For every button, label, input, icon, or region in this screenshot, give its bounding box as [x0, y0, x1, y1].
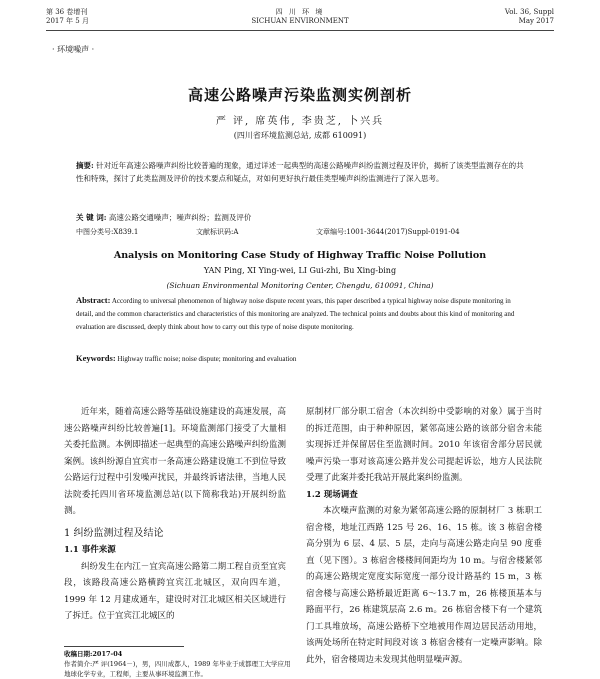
article-number: 文章编号:1001-3644(2017)Suppl-0191-04 [316, 228, 460, 236]
doc-code: 文献标识码:A [196, 228, 239, 236]
header-center [200, 8, 400, 26]
footnote-rule [64, 646, 184, 647]
footnote [64, 649, 296, 679]
authors-cn: 严 评, 席英伟, 李贵芝, 卜兴兵 [215, 116, 385, 127]
section-heading-1-2: 1.2 现场调查 [306, 489, 358, 500]
abstract-cn [76, 159, 524, 185]
header-volume: 第 36 卷增刊 [46, 8, 88, 16]
keywords-en-text: Highway traffic noise; noise dispute; monitoring and evaluation [117, 355, 297, 363]
paragraph-1-2: 本次噪声监测的对象为紧邻高速公路的原制材厂 3 栋职工宿舍楼，地址江西路 125 号 26、16、15 栋。该 3 栋宿舍楼高分别为 6 层、4 层、5 层，走向与高速公路走向呈 90 度垂直（见下图）。3 栋宿舍楼楼间间距均为 10 m。与宿舍楼紧邻的高速公路规定宽度实际宽度一部分设计路基约 15 m，3 栋宿舍楼与高速公路桥最近距离 6～13.7 m，26 栋楼顶基本与路面平行，26 栋建筑层高 2.6 m。26 栋宿舍楼下有一个建筑门工具堆放场，高速公路桥下空地被用作周边居民活动用地，该两处场所在特定时间段对该 3 栋宿舍楼有一定噪声影响。除此外，宿舍楼周边未发现其他明显噪声源。 [306, 506, 542, 665]
affiliation-en: (Sichuan Environmental Monitoring Center, Chengdu, 610091, China) [166, 281, 434, 290]
section-tag: · 环境噪声 · [52, 45, 95, 54]
clc-code: 中图分类号:X839.1 [76, 228, 139, 236]
paragraph-continued: 原制材厂部分职工宿舍（本次纠纷中受影响的对象）属于当时的拆迁范围，由于种种原因，紧邻高速公路的该部分宿舍未能实现拆迁并保留居住至监测时间。2010 年该宿舍部分居民就噪声污染一事对该高速公路并发公司提起诉讼，地方人民法院受理了此案并委托我站开展此案纠纷监测。 [306, 407, 542, 483]
header-rule [46, 30, 554, 31]
footnote-author: 作者简介:严 评(1964－)，男，四川成都人，1989 年毕业于成都理工大学应用地球化学专业，工程师，主要从事环境监测工作。 [64, 660, 291, 678]
authors-en: YAN Ping, XI Ying-wei, LI Gui-zhi, Bu Xing-bing [203, 266, 397, 275]
header-right [505, 8, 554, 26]
abstract-en [76, 294, 524, 334]
abstract-en-text: According to universal phenomenon of highway noise dispute recent years, this paper described a typical highway noise dispute monitoring in detail, and the common characteristics and characteristics of this monitoring are analyzed. The technical points and doubts about this kind of monitoring and evaluation are discussed, deeply think about how to carry out this type of noise dispute monitoring. [76, 297, 515, 331]
keywords-cn [76, 211, 524, 224]
abstract-cn-label: 摘要: [76, 161, 94, 170]
keywords-en [76, 352, 524, 366]
header-date-en: May 2017 [518, 17, 554, 25]
body-right-column [306, 404, 542, 668]
header-journal-en: SICHUAN ENVIRONMENT [251, 17, 349, 25]
header-date: 2017 年 5 月 [46, 17, 89, 25]
page-title-cn: 高速公路噪声污染监测实例剖析 [187, 86, 412, 104]
header-left [46, 8, 89, 26]
abstract-cn-text: 针对近年高速公路噪声纠纷比较普遍的现象，通过详述一起典型的高速公路噪声纠纷监测过程及评价，揭析了该类型监测存在的共性和特殊，探讨了此类监测及评价的技术要点和疑点，对如何更好执行最佳类型噪声纠纷监测进行了深入思考。 [76, 161, 524, 183]
keywords-en-label: Keywords: [76, 353, 116, 363]
page-title-en: Analysis on Monitoring Case Study of Highway Traffic Noise Pollution [113, 250, 487, 261]
paragraph-1-1: 纠纷发生在内江－宜宾高速公路第二期工程自贡至宜宾段，该路段高速公路横跨宜宾江北城区，双向四车道，1999 年 12 月建成通车，建设时对江北城区相关区域进行了拆迁。位于宜宾江北城区的 [64, 561, 286, 621]
body-left-column [64, 404, 286, 625]
keywords-cn-text: 高速公路交通噪声；噪声纠纷；监测及评价 [108, 213, 252, 222]
section-heading-1-1: 1.1 事件来源 [64, 545, 116, 555]
affiliation-cn: (四川省环境监测总站, 成都 610091) [233, 131, 367, 140]
keywords-cn-label: 关 键 词: [76, 213, 107, 222]
intro-paragraph: 近年来，随着高速公路等基础设施建设的高速发展，高速公路噪声纠纷比较普遍[1]。环境监测部门接受了大量相关委托监测。本例即描述一起典型的高速公路噪声纠纷监测案例。该纠纷源自宜宾市一条高速公路建设施工不到位导致公路运行过程中引发噪声扰民，并最终诉诸法律，当地人民法院委托四川省环境监测总站(以下简称我站)开展纠纷监测。 [64, 407, 286, 516]
header-journal-cn: 四 川 环 境 [275, 8, 325, 16]
section-heading-1: 1 纠纷监测过程及结论 [64, 527, 164, 539]
footnote-received: 收稿日期:2017-04 [64, 650, 123, 658]
abstract-en-label: Abstract: [76, 295, 111, 305]
header-volume-en: Vol. 36, Suppl [504, 8, 554, 16]
